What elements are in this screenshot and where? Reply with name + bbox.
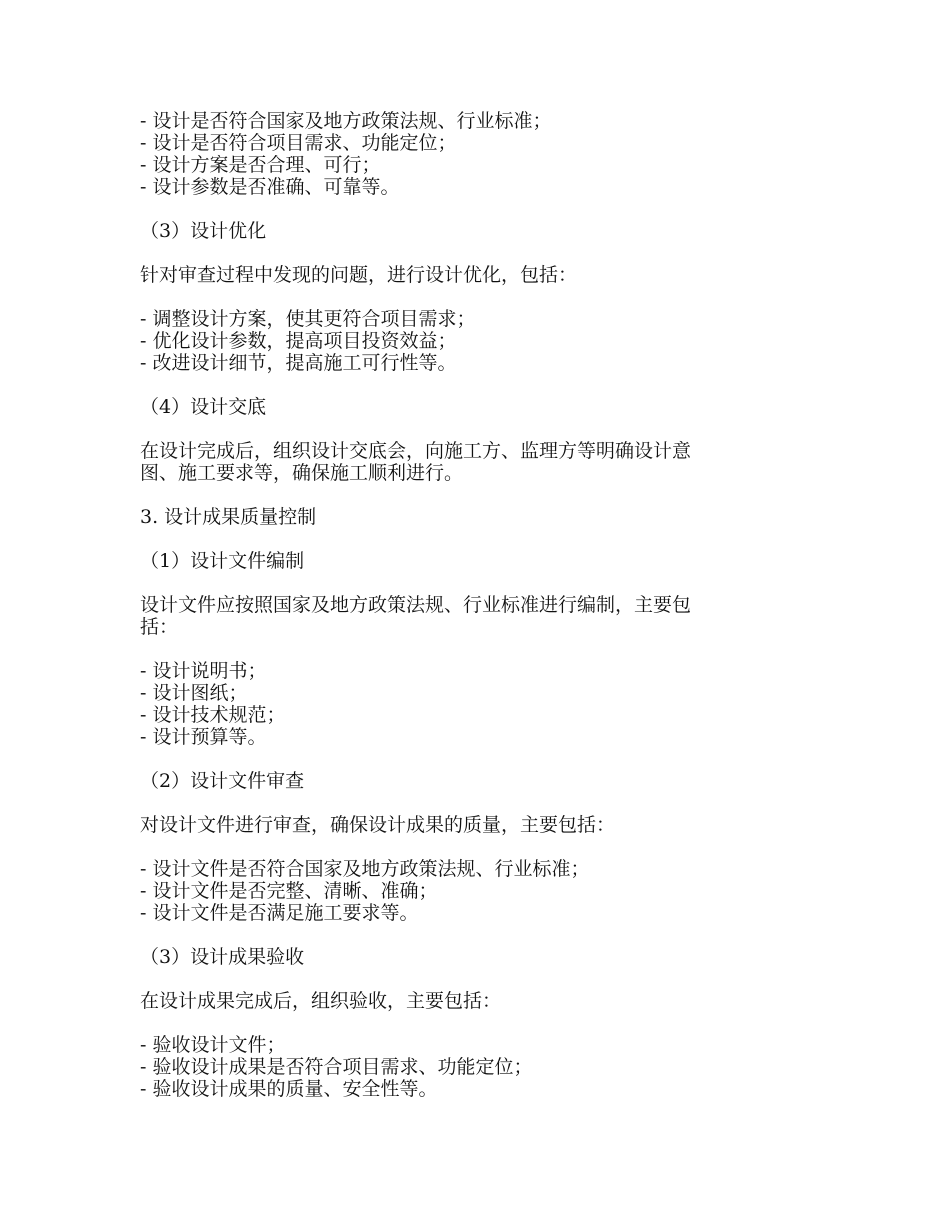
acceptance-list xyxy=(140,1034,800,1100)
optimization-list xyxy=(140,308,800,374)
list-item: - 设计技术规范； xyxy=(140,704,286,726)
list-item: - 设计预算等。 xyxy=(140,726,267,748)
subheading-design-handover: （4）设计交底 xyxy=(140,396,267,418)
paragraph-review-intro: 对设计文件进行审查，确保设计成果的质量，主要包括： xyxy=(140,814,616,836)
section-title-design-output-quality: 3. 设计成果质量控制 xyxy=(140,506,317,528)
list-item: - 验收设计成果是否符合项目需求、功能定位； xyxy=(140,1056,533,1078)
list-item: - 设计文件是否满足施工要求等。 xyxy=(140,902,419,924)
paragraph-compilation xyxy=(140,594,800,638)
paragraph-line: 在设计完成后，组织设计交底会，向施工方、监理方等明确设计意 xyxy=(140,440,692,462)
subheading-output-acceptance: （3）设计成果验收 xyxy=(140,946,305,968)
list-item: - 设计文件是否符合国家及地方政策法规、行业标准； xyxy=(140,858,590,880)
list-item: - 设计方案是否合理、可行； xyxy=(140,154,381,176)
subheading-document-compilation: （1）设计文件编制 xyxy=(140,550,305,572)
subheading-document-review: （2）设计文件审查 xyxy=(140,770,305,792)
list-item: - 设计文件是否完整、清晰、准确； xyxy=(140,880,438,902)
compilation-list xyxy=(140,660,800,748)
list-item: - 设计图纸； xyxy=(140,682,248,704)
design-review-criteria-list xyxy=(140,110,800,198)
list-item: - 改进设计细节，提高施工可行性等。 xyxy=(140,352,457,374)
subheading-design-optimization: （3）设计优化 xyxy=(140,220,267,242)
list-item: - 验收设计成果的质量、安全性等。 xyxy=(140,1078,438,1100)
list-item: - 设计参数是否准确、可靠等。 xyxy=(140,176,400,198)
list-item: - 优化设计参数，提高项目投资效益； xyxy=(140,330,457,352)
list-item: - 设计是否符合项目需求、功能定位； xyxy=(140,132,457,154)
paragraph-acceptance-intro: 在设计成果完成后，组织验收，主要包括： xyxy=(140,990,502,1012)
paragraph-optimization-intro: 针对审查过程中发现的问题，进行设计优化，包括： xyxy=(140,264,578,286)
document-page xyxy=(140,110,800,1100)
paragraph-line: 括： xyxy=(140,616,179,638)
list-item: - 验收设计文件； xyxy=(140,1034,286,1056)
paragraph-line: 设计文件应按照国家及地方政策法规、行业标准进行编制，主要包 xyxy=(140,594,692,616)
document-review-list xyxy=(140,858,800,924)
list-item: - 设计说明书； xyxy=(140,660,267,682)
paragraph-line: 图、施工要求等，确保施工顺利进行。 xyxy=(140,462,464,484)
paragraph-handover xyxy=(140,440,800,484)
list-item: - 设计是否符合国家及地方政策法规、行业标准； xyxy=(140,110,552,132)
list-item: - 调整设计方案，使其更符合项目需求； xyxy=(140,308,476,330)
